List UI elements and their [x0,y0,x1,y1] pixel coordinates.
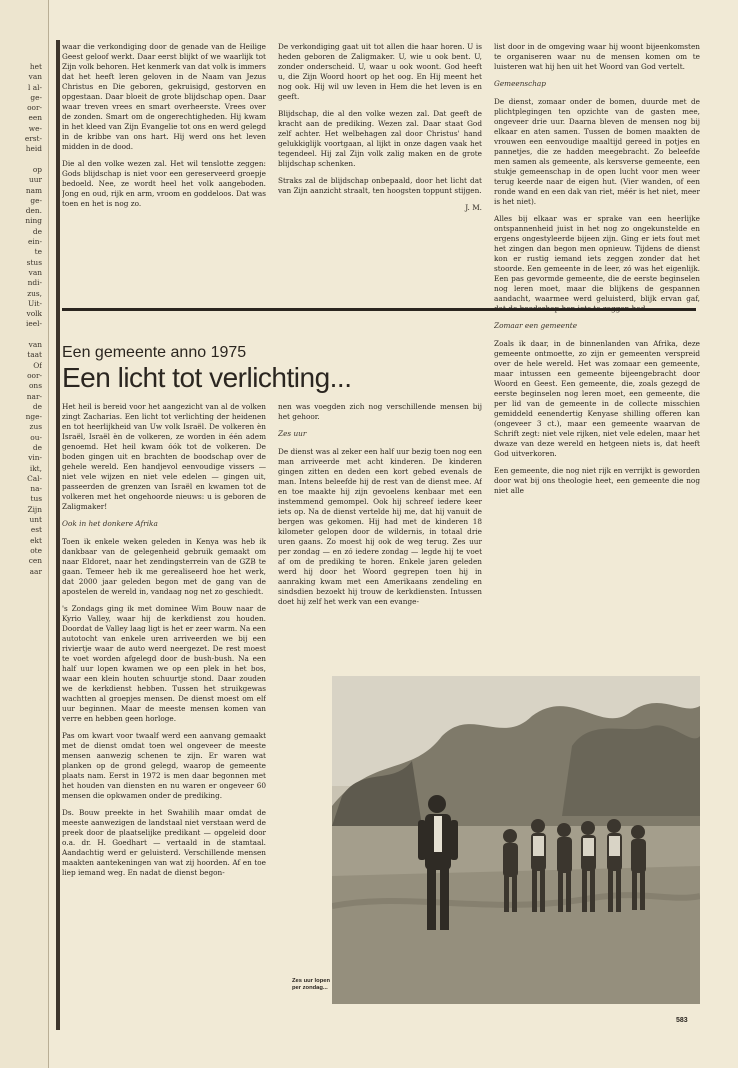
facing-page-fragment: oor- [27,103,42,113]
facing-page-fragment: den. [25,206,42,216]
paragraph: Toen ik enkele weken geleden in Kenya was heb ik dankbaar van de gelegenheid gebruik gemaakt om naar Eldoret, naar het zendingsterrein van de GZB te gaan. Temeer heb ik me gerealiseerd hoe het werk, dat 2000 jaar geleden begon met de gang van de apostelen de wereld in, vandaag nog net zo geschiedt. [62,537,266,596]
paragraph: Een gemeente, die nog niet rijk en verrijkt is geworden door wat bij ons theologie heet, een gemeente die nog niet alle [494,466,700,495]
facing-page-fragment: van [28,72,42,82]
column-1-top [62,42,266,304]
facing-page-fragment: de [32,226,42,236]
facing-page-fragment: van [28,340,42,350]
facing-page-fragment: ein- [28,237,42,247]
paragraph: Pas om kwart voor twaalf werd een aanvang gemaakt met de dienst omdat toen wel ongeveer de meeste mensen aanwezig schenen te zijn. Er waren wat planken op de grond gelegd, waarop de gemeente plaats nam. Eerst in 1972 is men daar begonnen met het houden van diensten en nu waren er ongeveer 60 mensen die opkwamen onder de prediking. [62,731,266,800]
facing-page-fragment: ekt [30,535,42,545]
facing-page-fragment: het [29,62,42,71]
paragraph: Zoals ik daar, in de binnenlanden van Afrika, deze gemeente ontmoette, zo zijn er gemeenten verspreid over de hele wereld. Het was zomaar een gemeente, maar intussen een gemeente bijeengebracht door Woord en Geest. Een gemeente, die, zoals gezegd de eerste beginselen nog leren moet, een gemeente, die per lid van de gemeente in de collecte misschien gemiddeld eenendertig Kenyase shilling offeren kan (ongeveer 3 ct.), maar een gemeente waarvan de Schrift zegt: niet vele rijken, niet vele edelen, maar het dwaze van deze wereld en hetgeen niets is, dat heeft God uitverkoren. [494,339,700,458]
facing-page-fragment: est [30,525,42,535]
facing-page-fragment: erst- [24,134,42,144]
column-2-top [278,42,482,304]
paragraph: De verkondiging gaat uit tot allen die haar horen. U is heden geboren de Zaligmaker. U, wie u ook bent. U, zonder onderscheid. U, waar u ook woont. God heeft u, die Zijn Woord hoort op het oog. En Hij meent het nog ook. Hij wil uw leven in Hem die het leven is en geeft. [278,42,482,101]
facing-page-fragment: zus [29,422,42,432]
facing-page-fragments [0,62,42,577]
facing-page-fragment: van [28,267,42,277]
facing-page-fragment: unt [29,515,42,525]
facing-page-fragment: we- [28,123,42,133]
page-number: 583 [676,1017,688,1024]
facing-page-fragment [0,155,42,165]
facing-page-fragment: op [32,164,42,174]
paragraph: De dienst, zomaar onder de bomen, duurde met de plichtplegingen ten opzichte van de gasten mee, ongeveer drie uur. Daarna bleven de mensen nog bij elkaar en aten samen. Tussen de bomen maakten de vrouwen een eenvoudige maaltijd gereed in potjes en pannetjes, die ze hadden meegebracht. Zo beleefde men samen als gemeente, als kersverse gemeente, een stukje gemeenschap in de open lucht voor men weer terug keerde naar de eigen hut. (Vier wanden, of een ronde wand en een dak van riet, méér is het niet, meer is het niet). [494,97,700,206]
facing-page-fragment: de [32,401,42,411]
column-3 [494,42,700,710]
subheading-gemeenschap: Gemeenschap [494,79,546,88]
facing-page-fragment: zus, [27,288,42,298]
facing-page-fragment: ning [25,216,42,226]
paragraph: Straks zal de blijdschap onbepaald, door het licht dat van Zijn aanzicht straalt, ten hoogsten toppunt stijgen. [278,176,482,195]
facing-page-fragment: ge- [30,195,42,205]
subheading-zomaar-een-gemeente: Zomaar een gemeente [494,321,578,330]
facing-page-fragment: oor- [27,370,42,380]
paragraph: De dienst was al zeker een half uur bezig toen nog een man arriveerde met acht kinderen. De kinderen gingen zitten en deden een kort gebed evenals de man. Intens beleefde hij de rest van de dienst mee. Af en toe maakte hij zijn gevoelens kenbaar met een instemmend gemompel. Ook hij schreef iedere keer iets op. Na de dienst vertelde hij me, dat hij vanuit de bergen was gekomen. Hij had met de kinderen 18 kilometer gelopen door de wildernis, in totaal drie uren gaans. Zo moest hij ook de weg terug. Zes uur per zondag — en zó iedere zondag — legde hij te voet af om de prediking te horen. Enkele jaren geleden werd hij door het Woord gegrepen toen hij in aanraking kwam met een Amerikaans zendeling en sindsdien bezoekt hij trouw de kerkdiensten. Intussen doet hij zelf het werk van een evange- [278,447,482,606]
facing-page-fragment: Of [33,360,42,370]
facing-page-fragment: uur [28,175,42,185]
facing-page-fragment: een [28,113,42,123]
column-2-article [278,402,482,670]
facing-page-fragment: heid [25,144,42,154]
facing-page-fragment: ou- [30,432,42,442]
facing-page-fragment: Uit- [27,298,42,308]
facing-page-fragment: vin- [28,453,42,463]
facing-page-fragment [0,330,42,340]
photo-illustration [332,676,700,1004]
facing-page-fragment: ge- [30,92,42,102]
facing-page-fragment: Cal- [27,473,42,483]
facing-page-fragment: nar- [26,391,42,401]
facing-page-fragment: ikt, [29,463,42,473]
facing-page-fragment: ieel- [26,319,42,329]
photo-caption: Zes uur lopen per zondag... [292,978,331,991]
facing-page-fragment: na- [30,484,42,494]
facing-page-fragment: tus [30,494,42,504]
photo-walking-group [332,676,700,1004]
paragraph: waar die verkondiging door de genade van de Heilige Geest geloof werkt. Daar eerst blijkt of we waarlijk tot Zijn volk behoren. Het kenmerk van dat volk is immers dat het heeft leren geloven in de Naam van Jezus Christus en Die geboren, gekruisigd, gestorven en opgestaan. Daar bloeit de grote blijdschap open. Daar waar treven vrees en smart overheerste. Vrees over de zonden. Smart om de ongerechtigheden. Hij kwam in het kleed van Zijn Evangelie tot ons en werd gelegd in de kribbe van ons hart. Hij werd ons het leven midden in de dood. [62,42,266,151]
facing-page-fragment: cen [28,556,42,566]
facing-page-fragment: Zijn [27,504,42,514]
facing-page-fragment: stus [26,257,42,267]
paragraph: Blijdschap, die al den volke wezen zal. Dat geeft de kracht aan de prediking. Wezen zal. Daar staat God zelf achter. Het welbehagen zal door Christus' hand gelukkiglijk voortgaan, al lijkt in onze dagen vaak het tegendeel. Hij zal Zijn volk zalig maken en de grote blijdschap schenken. [278,109,482,168]
facing-page-fragment: te [34,247,42,257]
article-kicker: Een gemeente anno 1975 [62,344,247,361]
paragraph: Ds. Bouw preekte in het Swahilih maar omdat de meeste aanwezigen de landstaal niet verstaan werd de preek door de plaatselijke predikant — opgeleid door o.a. dr. H. Goedhart — vertaald in de stamtaal. Aandachtig werd er geluisterd. Verschillende mensen maakten aantekeningen van wat zij hoorden. Af en toe liep iemand weg. En nadat de dienst begon- [62,808,266,877]
facing-page-fragment: aar [29,566,42,576]
paragraph: Die al den volke wezen zal. Het wil tenslotte zeggen: Gods blijdschap is niet voor een gereserveerd groepje bedoeld. Nee, ze wordt heel het volk aangeboden. Jong en oud, rijk en arm, vroom en goddeloos. Dat was toen en het is nog zo. [62,159,266,208]
article-headline: Een licht tot verlichting... [62,362,352,393]
paragraph: list door in de omgeving waar hij woont bijeenkomsten te organiseren waar nu de mensen komen om te luisteren wat hij hen uit het Woord van God vertelt. [494,42,700,71]
facing-page-fragment: ndi- [27,278,42,288]
section-divider [62,308,696,311]
facing-page-fragment: taat [27,350,42,360]
subheading-zes-uur: Zes uur [278,429,307,438]
paragraph: Het heil is bereid voor het aangezicht van al de volken zingt Zacharias. Een licht tot verlichting der heidenen en tot heerlijkheid van Uw volk Israël. De volkeren èn Israël, Israël èn de volkeren, ze worden in één adem genoemd. Het heil kwam óók tot de volkeren. De boden gingen uit en brachten de boodschap over de gehele wereld. Een handjevol eenvoudige vissers — niet vele wijzen en niet vele edelen — gingen uit, passeerden de grenzen van Israël en kwamen tot de volkeren met het ongehoorde nieuws: u is geboren de Zaligmaker! [62,402,266,511]
binding-gutter [56,40,60,1030]
paragraph: 's Zondags ging ik met dominee Wim Bouw naar de Kyrio Valley, waar hij de kerkdienst zou houden. Doordat de Valley laag ligt is het er zeer warm. Na een autotocht van enkele uren arriveerden we bij een riviertje waar de auto werd neergezet. De rest moest te voet worden afgelegd door de bush-bush. Na een half uur lopen kwamen we op een plek in het bos, waar een klein houten schuurtje stond. Daar zouden we de kerkdienst hebben. Tussen het struikgewas wachtten al groepjes mensen. De dienst moest om elf uur beginnen. Maar de meeste mensen komen van verre en hebben geen horloge. [62,604,266,723]
author-signature: J. M. [465,203,482,212]
facing-page-fragment: l al- [28,82,42,92]
facing-page-fragment: ons [28,381,42,391]
paragraph: Alles bij elkaar was er sprake van een heerlijke ontspannenheid juist in het nog zo ongekunstelde en ergens ongestyleerde bijeen zijn. Ging er iets fout met het zingen dan begon men opnieuw. Tijdens de dienst kon er rustig iemand iets zeggen zonder dat het stoorde. Een gemeente in de leer, zó was het eigenlijk. Een pas gevormde gemeente, die de eerste beginselen nog leren moet, maar die blijkens de gespannen aandacht, waarmee werd geluisterd, blijk ervan gaf, [494,214,700,303]
facing-page-fragment: ote [30,545,42,555]
facing-page-fragment: de [32,442,42,452]
column-1-article [62,402,266,1038]
facing-page-fragment: volk [26,309,42,319]
facing-page-fragment: nam [25,185,42,195]
facing-page-fragment: nge- [25,412,42,422]
subheading-afrika: Ook in het donkere Afrika [62,519,158,528]
paragraph: nen was voegden zich nog verschillende mensen bij het gehoor. [278,402,482,421]
